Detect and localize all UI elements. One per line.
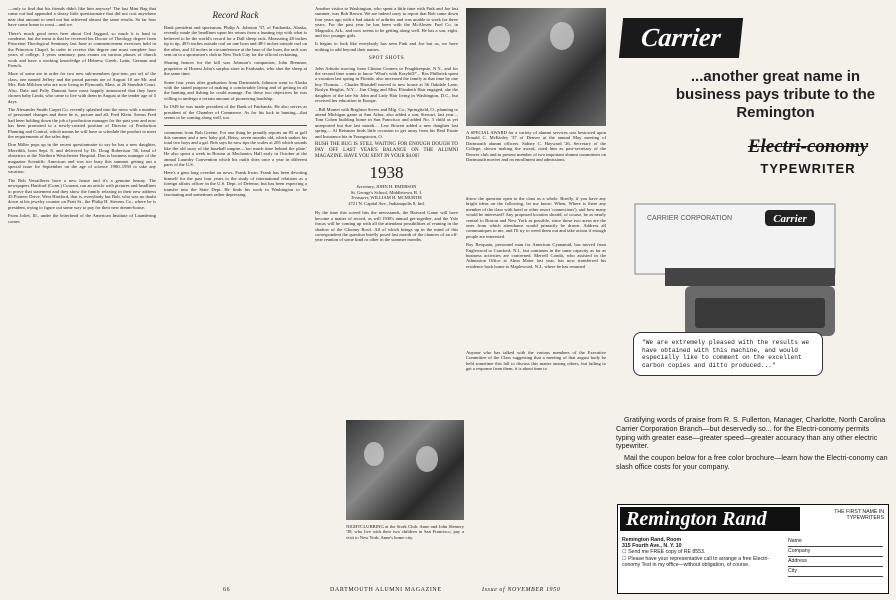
- left-column-1: [8, 6, 156, 584]
- coupon-field-company[interactable]: [788, 547, 883, 557]
- letterhead-text: CARRIER CORPORATION: [647, 215, 733, 222]
- paragraph: ...Bill Montei with Brighton Screw and Mfg. Co., Springfield, O., planning to attend Michigan game at Ann Arbor, also added a son, Stewart, last year.... Tom Cohen building home in San Francisco and added No. 3 child as yet unreported but due last month.... Lew Bowen added a new daughter last spring.... Al Reisman finds little occasion to get away from his Real Estate and Insurance biz in Youngstown, O.: [315, 106, 458, 139]
- paragraph: throw the question open to the class as a whole. Briefly, if you have any bright ideas on the following, let me know: When, Where is there any member of the class with hotel or other resort 'connections'), and how many would be interested? Any proposed location should, of course, be as nearly central to Boston and New York as possible, since those two areas are the ones from which attendance would primarily be drawn. Address all communiques to me, and I'll try to weed them out and take action if enough people are interested.: [466, 196, 606, 239]
- remington-ad: [613, 6, 891, 594]
- coupon-field-address[interactable]: [788, 557, 883, 567]
- coupon-option-text: Send me FREE copy of RE 8553.: [628, 549, 706, 556]
- section-title-spot-shots: SPOT SHOTS: [368, 55, 405, 62]
- remington-coupon: [617, 504, 889, 594]
- coupon-option-test[interactable]: [622, 556, 782, 568]
- paragraph: —only to find that his friends didn't like him anyway! The last Mint Bag that came out had appended a sleazy little questionnaire that did not cost anywhere near that amount to send out but achieved almost the same results. So far four have come home to roost—and we.: [8, 6, 156, 28]
- ad-copy: [616, 416, 888, 475]
- award-photo-caption: A SPECIAL AWARD for a variety of alumni services was bestowed upon Donald C. McKinley '37 of Denver at the annual May meeting of Dartmouth alumni officers. Sidney C. Hayward '26, Secretary of the College, shown making the award, cited him as past-secretary of the Denver club and as present member of two important alumni committees on Dartmouth movies and on enrollment and admissions.: [466, 130, 606, 163]
- treasurer-label: Treasurer,: [350, 195, 370, 201]
- typewriter-word: TYPEWRITER: [760, 161, 856, 176]
- field-label: Name: [788, 538, 802, 544]
- person-figure: [550, 22, 574, 50]
- paragraph: Ray Berquain, personnel man for American Cyanamid, has moved from Englewood to Cranford, N.J., but continues in the same capacity as far as business activities are concerned. Merrell Condit, who assisted in the Admission Office at Alma Mater last year, has now transferred his residence back home to Maplewood, N.J., where he has resumed: [466, 242, 606, 269]
- ad-copy-paragraph: Mail the coupon below for a free color brochure—learn how the Electri-conomy can slash office costs for your company.: [616, 453, 888, 471]
- platen: [665, 268, 835, 286]
- award-photo: [466, 8, 606, 126]
- paragraph: Another visitor to Washington, who spent a little time with Fink and Joe last summer, was Bob Brown. We are indeed sorry to report that Bob came down four years ago with a bad attack of arthritis and was unable to work for three years. For the past year he has been with the McAlester Fuel Co. in Magnolia, Ark., and now seems to be getting along well. He has a son, eight, and two younger girls.: [315, 6, 458, 39]
- secretary-address: St. George's School, Middletown, R. I.: [350, 189, 423, 195]
- coupon-option-text: Please have your representative call to arrange a free Electri-conomy Test in my office—without obligation, of course.: [622, 555, 770, 568]
- checkbox-icon[interactable]: ☐: [622, 555, 629, 562]
- nightclub-photo: [346, 420, 464, 520]
- paragraph: Here's a gem long overdue on news, Frank Irwin. Frank has been devoting himself for the past four years to the study of international relations as a foreign affairs officer in the U.S. Dept. of Defense, but has been expecting a transfer into the State Dept. He finds his work in Washington to be fascinating and sometimes rather depressing.: [164, 170, 307, 197]
- coupon-field-name[interactable]: [788, 537, 883, 547]
- paragraph: More of some are in order for two new sub-members (pro-tem, per se) of the class, one named Jeffery and the proud parents are of August 10 are Mr. and Mrs. Bob Milchen who are now living in Plymouth, Mass. at 26 Standish Court. Also, Dale and Polly Dumont have most happily announced that they have chosen baby Linda, who came to live with them in August at the tender age of 5 days.: [8, 71, 156, 104]
- paragraph: comments from Bob Greene. For one thing he proudly reports an 85 at golf this summer and a new baby girl, Betsy, seven months old, which makes his total two boys and a gal. Bob says he now tips the scales at 205 which sounds like the old story of the baseball umpire—'too much time behind the plate.' He also spent a week in Boston at Mechanics Hall early in October at the annual Laundry Convention which his outfit does once a year in different parts of the U.S.: [164, 129, 307, 167]
- paragraph: Sharing honors for the kill was Johnson's companion, John Brennan, proprietor of Honest John's surplus store in Fairbanks, who shot the sheep at the same time.: [164, 60, 307, 77]
- person-figure: [416, 446, 438, 472]
- electri-conomy-logo: Electri-conomy: [747, 136, 869, 157]
- keyboard: [695, 298, 825, 328]
- coupon-field-city[interactable]: [788, 567, 883, 577]
- divider: [164, 125, 307, 126]
- page-number-left: 66: [223, 587, 231, 593]
- secretary-name: JOHN H. EMERSON: [376, 183, 417, 189]
- coupon-address-1: Remington Rand, Room: [622, 537, 682, 543]
- remington-rand-logo: Remington Rand: [620, 507, 800, 531]
- paragraph: Anyone who has talked with the various members of the Executive Committee of the Class suggesting that a meeting of that august body be held sometime this fall to discuss this matter among others, but failing to get a response from them, it is about time to: [466, 350, 606, 372]
- carrier-logo: Carrier: [619, 18, 743, 58]
- field-label: City: [788, 568, 797, 574]
- person-figure: [488, 26, 510, 52]
- coupon-address-2: 315 Fourth Ave., N. Y. 10: [622, 543, 682, 550]
- paragraph: The Alexander Smith Carpet Co. recently splashed into the news with a number of personnel changes and there he is, picture and all, Fred Klein. Seems Fred had been holding down the job of production manager for the past year and now has been promoted to a newly-created position of Director of Production Planning and Control, which means he will have to schedule the product to meet the requirements of the sales dept.: [8, 106, 156, 139]
- field-label: Address: [788, 558, 808, 564]
- coupon-form: [622, 537, 782, 568]
- paragraph: It begins to look like everybody has seen Fink and Joe but us, we have nothing to add beyond their names.: [315, 41, 458, 52]
- class-year-heading: 1938: [369, 162, 404, 182]
- paragraph: Some four years after graduation from Dartmouth, Johnson went to Alaska with the stated purpose of making a comfortable living and of getting in all the hunting and fishing he could manage. For these two objectives he was willing to undergo a certain amount of pioneering hardship.: [164, 79, 307, 101]
- person-figure: [364, 442, 384, 466]
- paragraph: Bank president and sportsman, Philip A. Johnson '37, of Fairbanks, Alaska, recently made the headlines upon his return from a hunting trip with what is believed to be the world's record for a Dall sheep rack. Measuring 48 inches tip to tip, 48½ inches outside curl on one horn and 48½ inches outside curl on the other, and 14 inches in circumference at the base of the horn, the rack was sent on to a sportsmen's club in New York City for the official reckoning.: [164, 25, 307, 58]
- ad-tagline: ...another great name in business pays tribute to the Remington: [675, 68, 876, 121]
- ad-copy-paragraph: Gratifying words of praise from R. S. Fullerton, Manager, Charlotte, North Carolina Carrier Corporation Branch—but deservedly so... for the Electri-conomy permits typing with greater ease—greater speed—greater accuracy than any other electric typewriter.: [616, 415, 886, 451]
- letterhead-logo-text: Carrier: [773, 213, 807, 225]
- paragraph: Don Miller pops up in the recent questionnaire to say he has a new daughter, Meredith, born Sept. 8, and delivered by Dr. Doug Robertson '36, head of obstetrics at the Northern Westchester Hospital. Don is business manager of the magazine Scientific American and was too busy this summer getting out a special issue for September on the age of science 1900–1950 to take any vacation.: [8, 142, 156, 175]
- checkbox-icon[interactable]: ☐: [622, 549, 629, 556]
- treasurer-name: WILLIAM H. MCMURTIE: [370, 195, 423, 201]
- nightclub-photo-caption: NIGHTCLUBBING at the Stork Club: Anne and John Slemery '38, who live with their two children in San Francisco, pay a visit to New York, Anne's home city.: [346, 524, 464, 540]
- paragraph: By the time this screed hits the newsstands, the Harvard Game will have become a matter of record, as will 1938's annual get-together, and the Yale fracas will be coming up with all the attendant possibilities of reuning in the shadow of the Gloomy Bowl. All of which brings up in the mind of this correspondent the question briefly posed last month of the chances of an off-year reunion of some kind or other in the summer months.: [315, 210, 458, 243]
- secretary-block: [315, 184, 458, 206]
- issue-label: Issue of NOVEMBER 1950: [482, 587, 561, 593]
- right-column-bottom-text: [466, 350, 606, 420]
- treasurer-address: 4721 N. Capital Ave., Indianapolis 8, Ind.: [348, 200, 425, 206]
- paragraph: John Arbutto moving from Clinton Corners to Poughkeepsie, N.Y., and for the second time wants to know 'What's with Kraybill?'... Ros Philbrick spent a vacation last spring in Florida, also increased the family at that time by one boy Thomas.... Charles Blaisdell moved to new house at 36 Oakdale Lane, Roslyn Heights, N.Y.... Jim Clegg and Miss Elizabeth Hair engaged, she the daughter of the late Sir John and Lady Hair living in Washington, D.C., but received her education in Europe.: [315, 65, 458, 104]
- left-column-2: [164, 6, 307, 584]
- field-label: Company: [788, 548, 811, 554]
- secretary-label: Secretary,: [356, 183, 375, 189]
- section-title-record-rack: Record Rack: [212, 10, 259, 20]
- rush-notice: RUSH THE BUG IS STILL WAITING FOR ENOUGH DOUGH TO PAY OFF LAST YEAR'S BALANCE ON THE ALUMNI MAGAZINE. HAVE YOU SENT IN YOUR $4.00?: [315, 141, 458, 159]
- customer-quote: "We are extremely pleased with the results we have obtained with this machine, and would especially like to comment on the excellent carbon copies and ditto produced...": [633, 332, 823, 376]
- coupon-fields: [788, 537, 883, 577]
- paragraph: In 1949 he was made president of the Bank of Fairbanks. He also serves as president of the Chamber of Commerce. As for his luck in hunting—that seems to be coming along well, too.: [164, 104, 307, 121]
- paragraph: The Bob Vetrailleres have a new house and it's a genuine beauty. The newspapers Hartford (Conn.) Courant, ran an article with pictures and headlines to prove that statement and they show the family relaxing in their new address 45 Pioneer Drive, West Hartford, that is, everybody but Bob, who was no doubt down at his jewelry counter on Pratt St., the Philip H. Stevens Co., where he is president, trying to figure out some way to pay for their new dream-house.: [8, 177, 156, 210]
- paragraph: From Joliet, Ill., under the letterhead of the American Institute of Laundering comes: [8, 213, 156, 224]
- first-name-slogan: THE FIRST NAME IN TYPEWRITERS: [834, 509, 884, 521]
- paragraph: There's much good news here about Ced Jaggard, so much it is hard to condense, but the meat is that he received his Doctor of Theology degree from Princeton Theological Seminary last June at commencement exercises held in the Princeton Chapel. In order to receive this degree one must complete four years of college, 3 years seminary, pass exams on various phases of church work and have a working knowledge of Hebrew, Greek, Latin, German and French.: [8, 30, 156, 69]
- magazine-title: DARTMOUTH ALUMNI MAGAZINE: [330, 587, 442, 593]
- right-column-text: [466, 196, 606, 346]
